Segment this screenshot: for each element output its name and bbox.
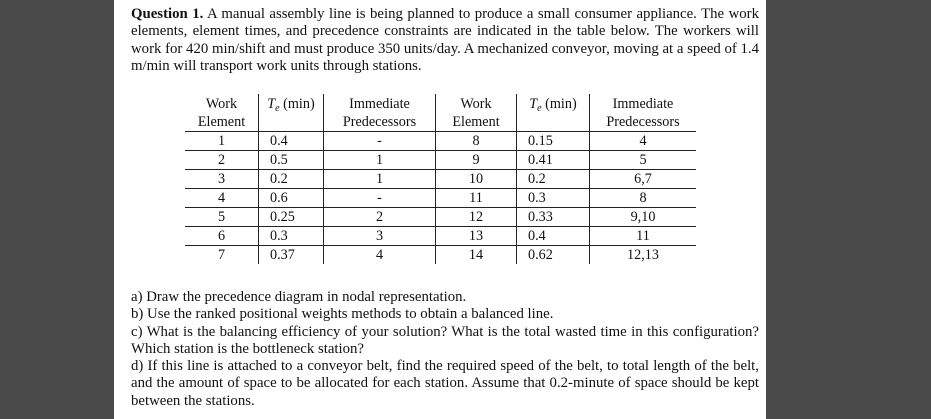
cell-element: 11	[436, 189, 517, 208]
header-element-time-1: $T_e$ (min)	[259, 94, 324, 132]
cell-time: 0.25	[259, 208, 324, 227]
table-row	[185, 246, 696, 265]
cell-time: 0.2	[517, 170, 590, 189]
cell-predecessors: -	[324, 189, 436, 208]
cell-predecessors: 12,13	[590, 246, 697, 265]
cell-time: 0.33	[517, 208, 590, 227]
cell-time: 0.15	[517, 132, 590, 151]
cell-element: 5	[185, 208, 259, 227]
table-row	[185, 189, 696, 208]
cell-element: 3	[185, 170, 259, 189]
cell-time: 0.37	[259, 246, 324, 265]
part-d: d) If this line is attached to a conveyor belt, find the required speed of the belt, to total length of the belt, and the amount of space to be allocated for each station. Assume that 0.2-minute of space should be kept between the stations.	[131, 358, 759, 409]
cell-element: 6	[185, 227, 259, 246]
part-a: a) Draw the precedence diagram in nodal representation.	[131, 289, 467, 305]
table-header-row	[185, 94, 696, 132]
cell-predecessors: 3	[324, 227, 436, 246]
table-row	[185, 132, 696, 151]
cell-element: 10	[436, 170, 517, 189]
document-page	[114, 0, 766, 419]
part-b: b) Use the ranked positional weights methods to obtain a balanced line.	[131, 306, 554, 323]
cell-predecessors: 2	[324, 208, 436, 227]
cell-element: 12	[436, 208, 517, 227]
table-row	[185, 208, 696, 227]
table-row	[185, 151, 696, 170]
cell-time: 0.2	[259, 170, 324, 189]
cell-time: 0.62	[517, 246, 590, 265]
cell-predecessors: 1	[324, 151, 436, 170]
header-work-element-2: Work Element	[436, 94, 517, 132]
cell-time: 0.41	[517, 151, 590, 170]
cell-element: 1	[185, 132, 259, 151]
header-work-element-1: Work Element	[185, 94, 259, 132]
cell-element: 7	[217, 247, 226, 263]
cell-element: 13	[436, 227, 517, 246]
cell-predecessors: 8	[590, 189, 697, 208]
cell-element: 2	[185, 151, 259, 170]
cell-time: 0.4	[517, 227, 590, 246]
cell-predecessors: 11	[590, 227, 697, 246]
cell-time: 0.6	[259, 189, 324, 208]
header-element-time-2: $T_e$ (min)	[517, 94, 590, 132]
cell-predecessors: -	[324, 132, 436, 151]
cell-element: 9	[436, 151, 517, 170]
cell-element: 8	[436, 132, 517, 151]
header-predecessors-2: Immediate Predecessors	[590, 94, 697, 132]
question-label: Question 1.	[131, 6, 204, 22]
table-row	[185, 227, 696, 246]
question-intro	[131, 6, 759, 75]
cell-time: 0.4	[259, 132, 324, 151]
cell-predecessors: 4	[324, 246, 436, 265]
question-parts	[131, 289, 759, 410]
cell-time: 0.3	[517, 189, 590, 208]
table-row	[185, 170, 696, 189]
question-intro-text: A manual assembly line is being planned to produce a small consumer appliance. The work elements, element times, and precedence constraints are indicated in the table below. The workers will work for 420 min/shift and must produce 350 units/day. A mechanized conveyor, moving at a speed of 1.4 m/min will transport work units through stations.	[131, 6, 760, 74]
header-predecessors-1: Immediate Predecessors	[324, 94, 436, 132]
part-c: c) What is the balancing efficiency of your solution? What is the total wasted time in this configuration? Which station is the bottleneck station?	[131, 323, 759, 357]
cell-element: 14	[436, 246, 517, 265]
cell-element: 4	[185, 189, 259, 208]
cell-predecessors: 6,7	[590, 170, 697, 189]
work-elements-table	[185, 94, 696, 264]
cell-predecessors: 4	[590, 132, 697, 151]
cell-time: 0.3	[259, 227, 324, 246]
cell-predecessors: 1	[324, 170, 436, 189]
cell-predecessors: 5	[590, 151, 697, 170]
cell-predecessors: 9,10	[590, 208, 697, 227]
cell-time: 0.5	[259, 151, 324, 170]
